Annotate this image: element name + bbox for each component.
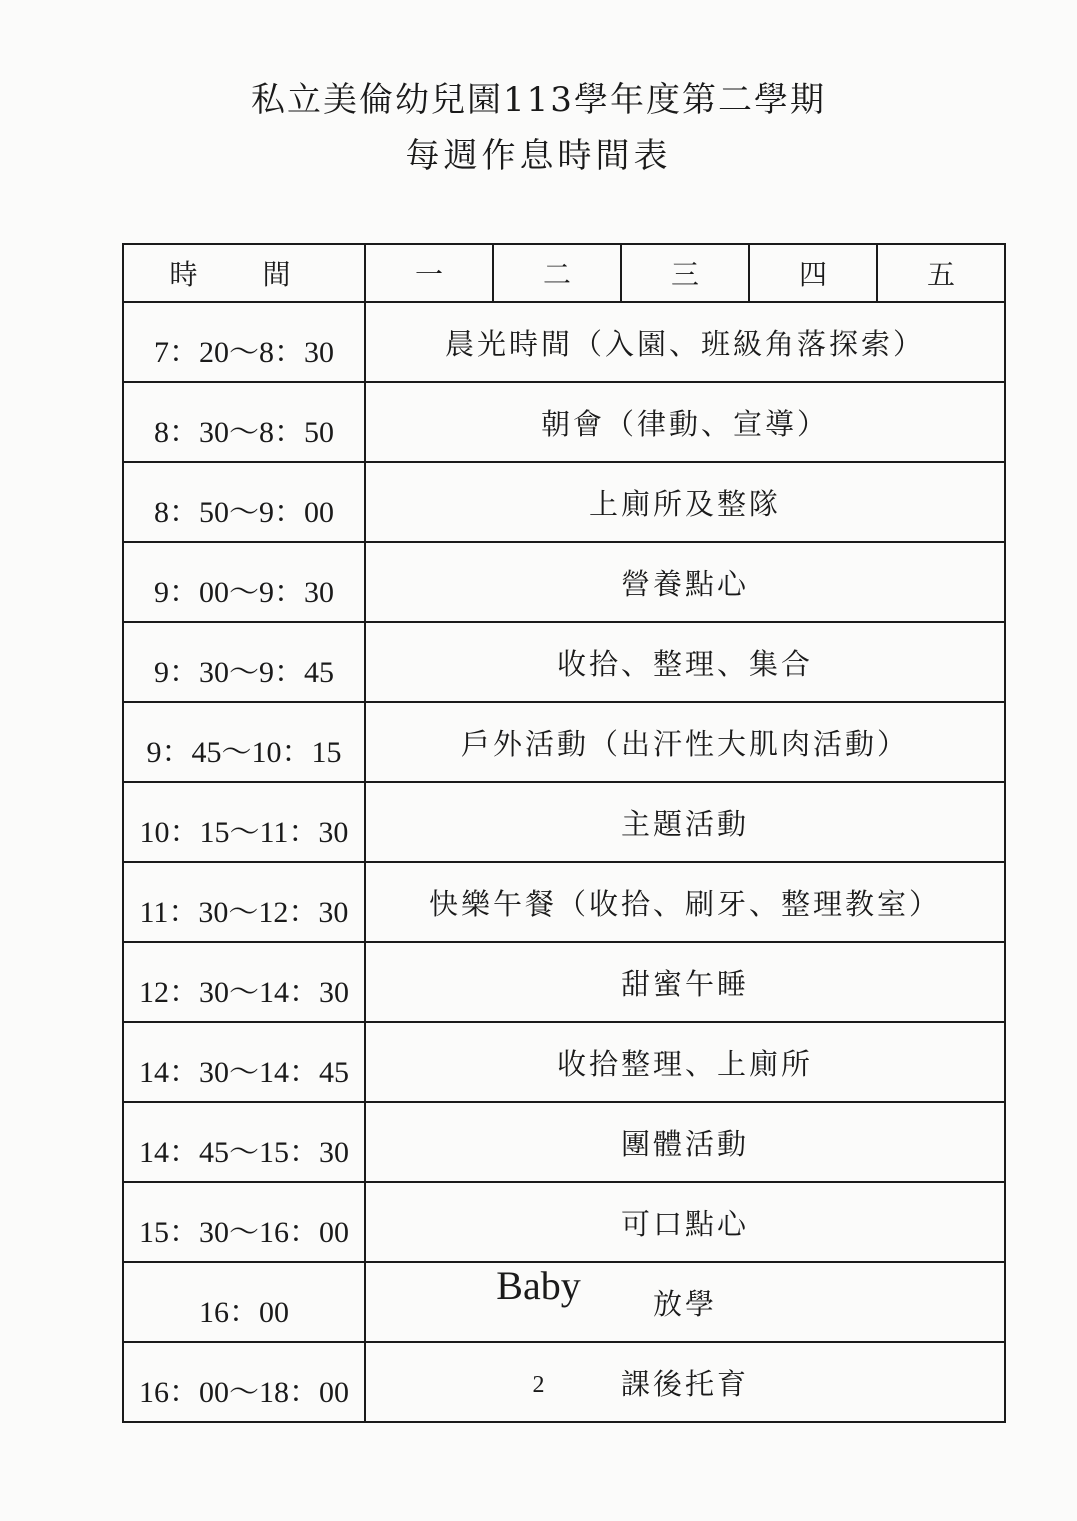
time-cell: 16：00～18：00 <box>123 1342 365 1422</box>
activity-cell: 收拾整理、上廁所 <box>365 1022 1005 1102</box>
table-row <box>123 1102 1005 1182</box>
document-subtitle: 每週作息時間表 <box>405 136 672 176</box>
activity-cell: 團體活動 <box>365 1102 1005 1182</box>
time-cell: 7：20～8：30 <box>123 302 365 382</box>
time-cell: 8：50～9：00 <box>123 462 365 542</box>
activity-cell: 戶外活動（出汗性大肌肉活動） <box>365 702 1005 782</box>
time-cell: 9：30～9：45 <box>123 622 365 702</box>
time-cell: 15：30～16：00 <box>123 1182 365 1262</box>
activity-cell: 收拾、整理、集合 <box>365 622 1005 702</box>
activity-cell: 營養點心 <box>365 542 1005 622</box>
time-cell: 14：45～15：30 <box>123 1102 365 1182</box>
table-row <box>123 302 1005 382</box>
activity-cell: 晨光時間（入園、班級角落探索） <box>365 302 1005 382</box>
table-row <box>123 462 1005 542</box>
time-cell: 9：00～9：30 <box>123 542 365 622</box>
time-cell: 12：30～14：30 <box>123 942 365 1022</box>
table-row <box>123 782 1005 862</box>
activity-cell: 上廁所及整隊 <box>365 462 1005 542</box>
table-row <box>123 622 1005 702</box>
document-title: 私立美倫幼兒園113學年度第二學期 <box>251 80 826 120</box>
time-cell: 10：15～11：30 <box>123 782 365 862</box>
activity-cell: 放學 <box>365 1262 1005 1342</box>
header-day-thu: 四 <box>749 244 877 302</box>
header-day-tue: 二 <box>493 244 621 302</box>
table-row <box>123 942 1005 1022</box>
header-day-mon: 一 <box>365 244 493 302</box>
table-row <box>123 382 1005 462</box>
time-cell: 14：30～14：45 <box>123 1022 365 1102</box>
header-day-wed: 三 <box>621 244 749 302</box>
activity-cell: 甜蜜午睡 <box>365 942 1005 1022</box>
table-header-row <box>123 244 1005 302</box>
table-row <box>123 1022 1005 1102</box>
page-number: 2 <box>532 1372 545 1398</box>
table-row <box>123 702 1005 782</box>
table-row <box>123 1182 1005 1262</box>
activity-cell: 可口點心 <box>365 1182 1005 1262</box>
time-cell: 11：30～12：30 <box>123 862 365 942</box>
footer-label: Baby <box>496 1263 581 1308</box>
time-cell: 16：00 <box>123 1262 365 1342</box>
time-cell: 9：45～10：15 <box>123 702 365 782</box>
activity-cell: 課後托育 <box>365 1342 1005 1422</box>
activity-cell: 主題活動 <box>365 782 1005 862</box>
activity-cell: 朝會（律動、宣導） <box>365 382 1005 462</box>
header-day-fri: 五 <box>877 244 1005 302</box>
header-time: 時 間 <box>123 244 365 302</box>
activity-cell: 快樂午餐（收拾、刷牙、整理教室） <box>365 862 1005 942</box>
time-cell: 8：30～8：50 <box>123 382 365 462</box>
schedule-table <box>122 243 1006 1423</box>
table-row <box>123 542 1005 622</box>
table-row <box>123 862 1005 942</box>
